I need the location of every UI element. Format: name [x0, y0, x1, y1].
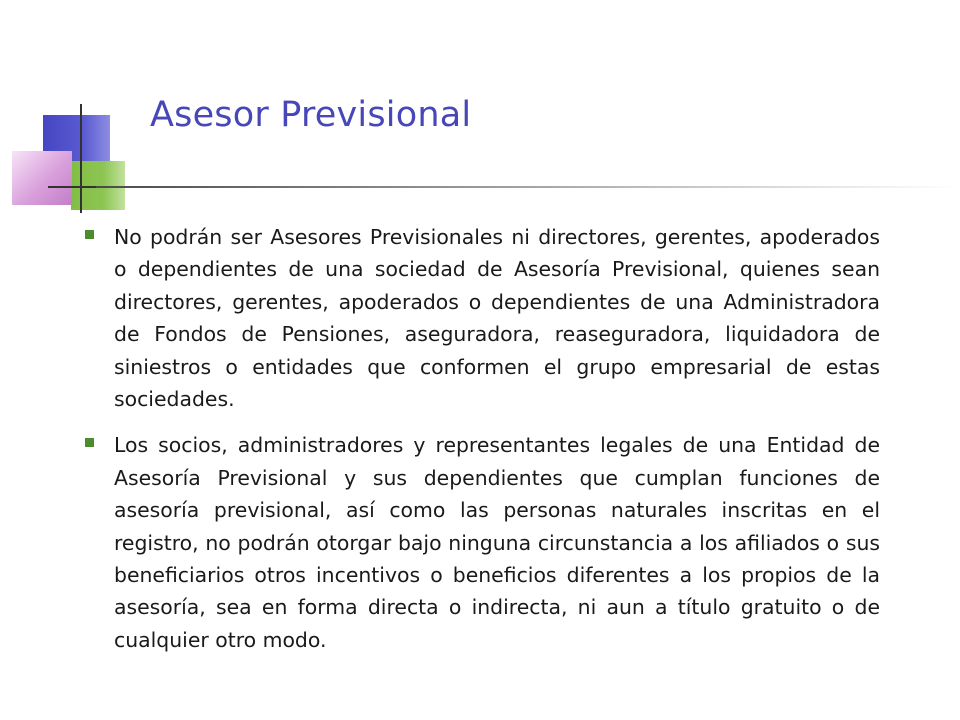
decorative-pink-square	[12, 151, 72, 205]
bullet-text: Los socios, administradores y representantes legales de una Entidad de Asesoría Previsional y sus dependientes que cumplan funciones de asesoría previsional, así como las personas naturales inscritas en el registro, no podrán otorgar bajo ninguna circunstancia a los afiliados o sus beneficiarios otros incentivos o beneficios diferentes a los propios de la asesoría, sea en forma directa o indirecta, ni aun a título gratuito o de cualquier otro modo.	[114, 433, 880, 652]
bullet-text: No podrán ser Asesores Previsionales ni directores, gerentes, apoderados o dependientes de una sociedad de Asesoría Previsional, quienes sean directores, gerentes, apoderados o dependientes de una Administradora de Fondos de Pensiones, aseguradora, reaseguradora, liquidadora de siniestros o entidades que conformen el grupo empresarial de estas sociedades.	[114, 225, 880, 412]
title-underline-rule	[96, 186, 960, 188]
square-bullet-icon	[85, 438, 94, 447]
square-bullet-icon	[85, 230, 94, 239]
bullet-item	[80, 429, 880, 656]
decorative-horizontal-line	[48, 186, 100, 188]
bullet-item	[80, 221, 880, 415]
decorative-vertical-line	[80, 104, 82, 213]
bullet-list	[80, 221, 880, 670]
slide-title: Asesor Previsional	[150, 95, 472, 135]
